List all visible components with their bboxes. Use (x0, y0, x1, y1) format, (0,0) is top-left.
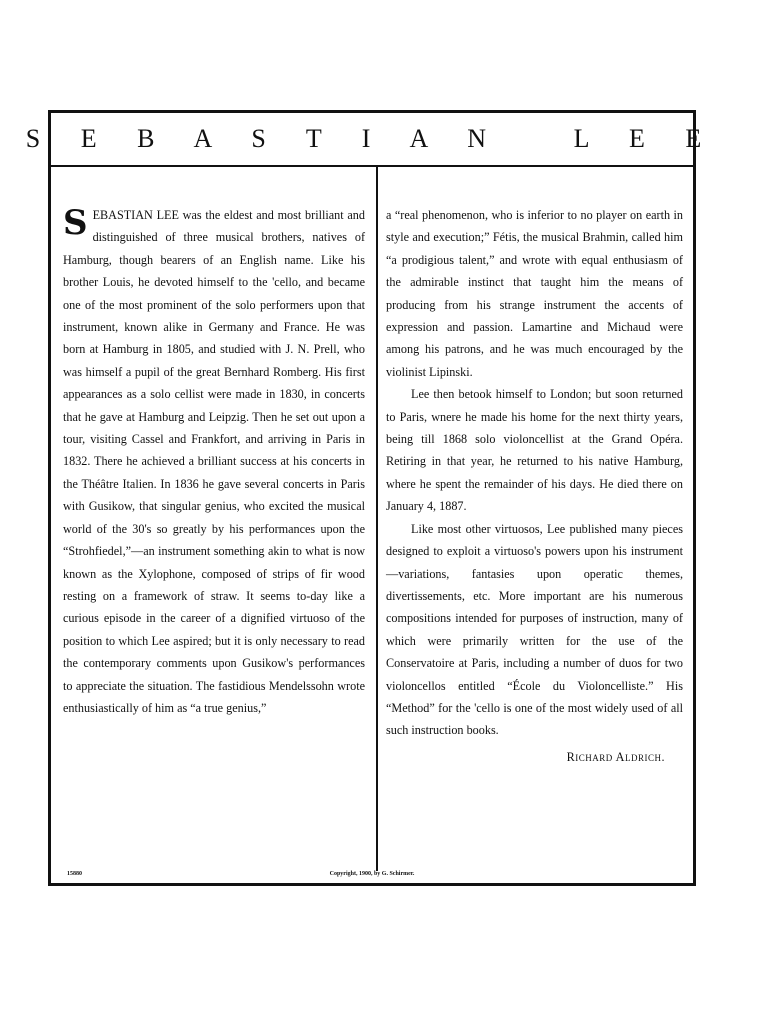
right-paragraph-3: Like most other virtuosos, Lee published many pieces designed to exploit a virtuoso's powers upon his instrument—variations, fantasies upon operatic themes, divertissements, etc. More important are his numerous compositions intended for purposes of instruction, many of which were primarily written for the use of the Conservatoire at Paris, including a number of duos for two violoncellos entitled “École du Violoncelliste.” His “Method” for the 'cello is one of the most widely used of all such instruction books. (386, 521, 683, 738)
right-paragraph-2: Lee then betook himself to London; but soon returned to Paris, wnere he made his home for the next thirty years, being till 1868 solo violoncellist at the Grand Opéra. Retiring in that year, he returned to his native Hamburg, where he spent the remainder of his days. He died there on January 4, 1887. (386, 387, 683, 514)
right-column (386, 204, 683, 768)
left-paragraph-text: EBASTIAN LEE was the eldest and most brilliant and distinguished of three musical brothers, natives of Hamburg, though bearers of an English name. Like his brother Louis, he devoted himself to the 'cello, and became one of the most prominent of the solo performers upon that instrument, known alike in Germany and France. He was born at Hamburg in 1805, and studied with J. N. Prell, who was himself a pupil of the great Bernhard Romberg. His first appearances as a solo cellist were made in 1830, in concerts that he gave at Hamburg and Leipzig. Then he set out upon a tour, visiting Cassel and Frankfort, and arriving in Paris in 1832. There he achieved a brilliant success at his concerts in the Théâtre Italien. In 1836 he gave several concerts in Paris with Gusikow, that singular genius, who excited the musical world of the 30's so greatly by his performances upon the “Strohfiedel,”—an instrument something akin to what is now known as the Xylophone, composed of strips of fir wood resting on a framework of straw. It seems to-day like a curious episode in the career of a dignified virtuoso of the position to which Lee aspired; but it is only necessary to read the contemporary comments upon Gusikow's performances to appreciate the situation. The fastidious Mendelssohn wrote enthusiastically of him as “a true genius,” (63, 208, 365, 715)
column-divider (376, 165, 378, 871)
left-paragraph (63, 204, 365, 719)
left-column (63, 204, 365, 719)
plate-number: 15880 (67, 871, 82, 877)
copyright-notice: Copyright, 1900, by G. Schirmer. (329, 871, 415, 877)
title-bar (25, 113, 719, 167)
drop-cap: S (63, 203, 88, 243)
page-frame (25, 110, 719, 886)
page-title: S E B A S T I A N L E E (25, 124, 719, 153)
right-paragraph-1: a “real phenomenon, who is inferior to no player on earth in style and execution;” Fétis, the musical Brahmin, called him “a prodigious talent,” and wrote with equal enthusiasm of the admirable instinct that taught him the means of producing from his strange instrument the accents of expression and passion. Lamartine and Michaud were among his patrons, and he was much encouraged by the violinist Lipinski. (386, 208, 683, 379)
author-signature: Richard Aldrich. (566, 749, 665, 764)
